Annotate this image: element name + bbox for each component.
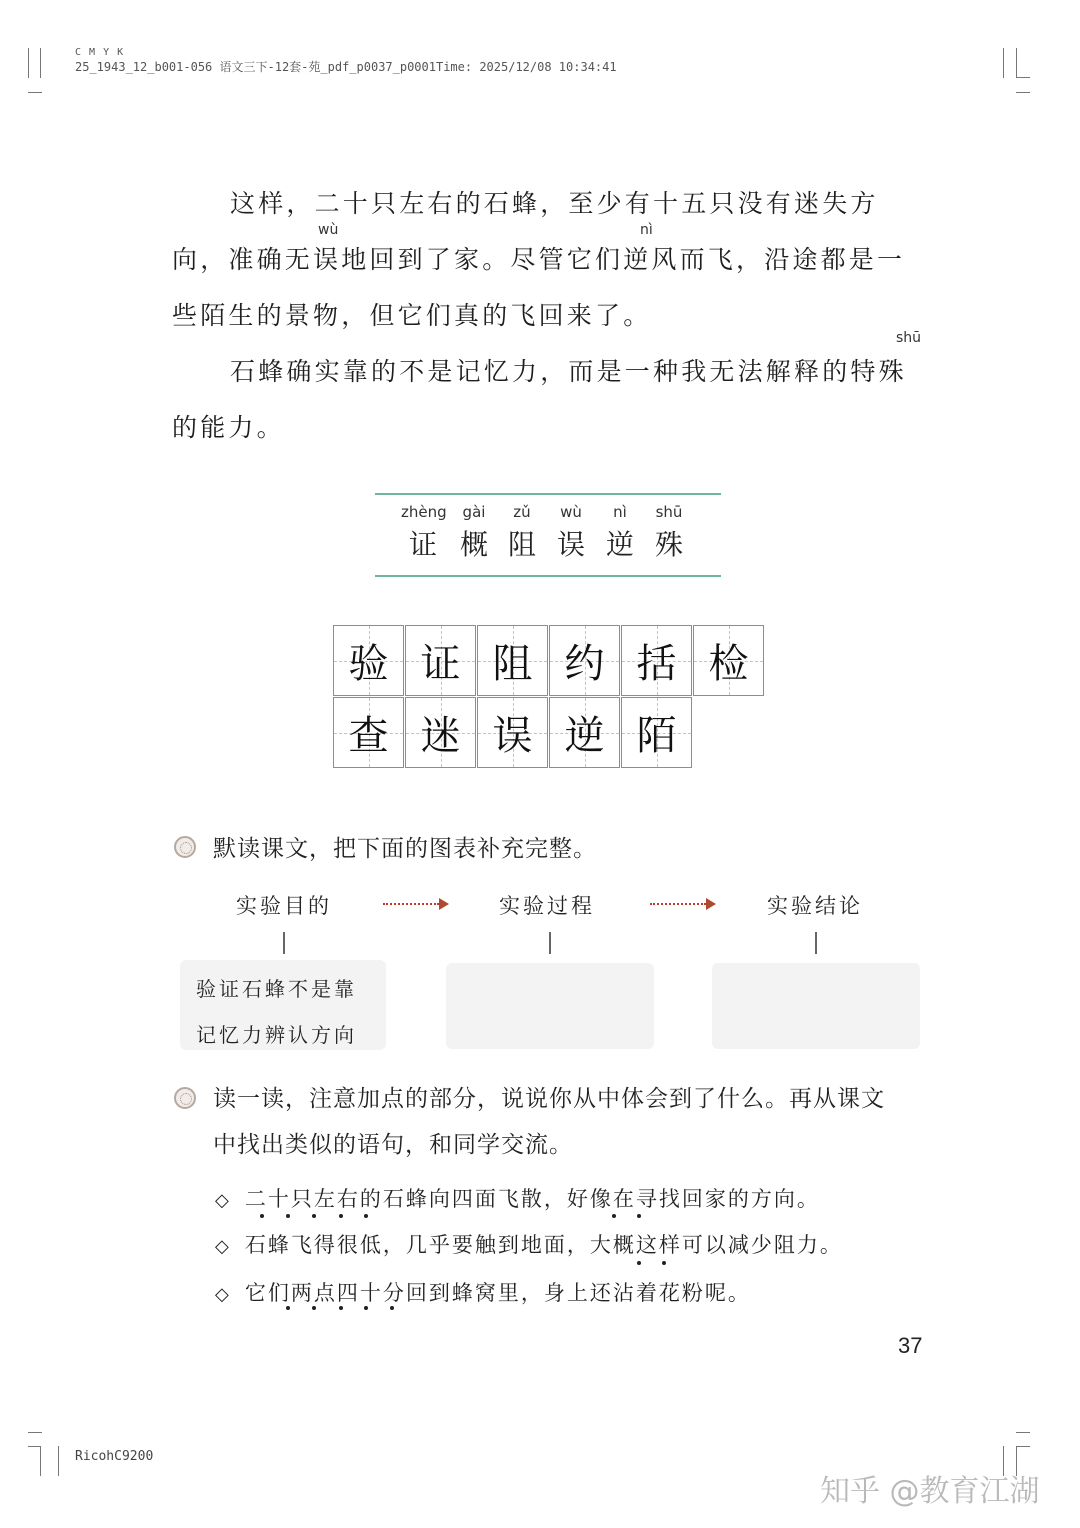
crop-mark (58, 1446, 59, 1476)
flow-box-process-blank[interactable] (446, 963, 654, 1049)
crop-mark (40, 1446, 41, 1476)
emphasis-dot (364, 1214, 368, 1218)
crop-mark (28, 1446, 40, 1447)
emphasis-dot (364, 1306, 368, 1310)
crop-mark (40, 48, 41, 78)
flow-arrow-icon (383, 898, 449, 910)
vocab-pinyin: zhèng (401, 503, 447, 521)
vocab-char: 证 (408, 528, 437, 561)
purpose-text-line-1: 验证石蜂不是靠 (196, 977, 357, 1001)
printer-label: RicohC9200 (75, 1449, 154, 1464)
exercise1-prompt: 默读课文，把下面的图表补充完整。 (213, 836, 597, 862)
passage-line-2: 向，准确无误地回到了家。尽管它们逆风而飞，沿途都是一 (172, 245, 906, 274)
exercise2-prompt-line-2: 中找出类似的语句，和同学交流。 (213, 1132, 573, 1158)
exercise-badge-icon (174, 1087, 196, 1109)
vocab-pinyin: shū (655, 503, 683, 521)
crop-mark (28, 1432, 42, 1433)
vocab-box (375, 493, 721, 577)
emphasis-dot (339, 1214, 343, 1218)
diamond-bullet-icon: ◇ (215, 1236, 231, 1257)
grid-char: 查 (348, 713, 389, 759)
sentence-text: 二十只左右的石蜂向四面飞散，好像在寻找回家的方向。 (244, 1187, 820, 1211)
passage-line-5: 的能力。 (172, 413, 285, 442)
grid-cell (549, 625, 620, 696)
crop-mark (28, 48, 29, 78)
vocab-item (598, 503, 642, 563)
vocab-pinyin: wù (560, 503, 582, 521)
grid-cell (621, 697, 692, 768)
grid-cell (405, 697, 476, 768)
vocab-pinyin: nì (613, 503, 627, 521)
emphasis-dot (662, 1261, 666, 1265)
emphasis-dot (312, 1306, 316, 1310)
connector-line (283, 932, 285, 954)
grid-cell (333, 625, 404, 696)
grid-char: 阻 (492, 641, 533, 687)
flow-box-purpose (180, 960, 386, 1050)
ruby-shu: shū (896, 330, 922, 346)
crop-mark (1003, 48, 1004, 78)
crop-mark (28, 92, 42, 93)
vocab-char: 逆 (605, 528, 634, 561)
sentence-text: 石蜂飞得很低，几乎要触到地面，大概这样可以减少阻力。 (244, 1233, 843, 1257)
emphasis-dot (339, 1306, 343, 1310)
vocab-item (549, 503, 593, 563)
grid-char: 逆 (564, 713, 605, 759)
flow-box-conclusion-blank[interactable] (712, 963, 920, 1049)
grid-cell (477, 697, 548, 768)
grid-char: 检 (708, 641, 749, 687)
crop-mark (1016, 92, 1030, 93)
example-sentence-1 (215, 1183, 820, 1213)
diamond-bullet-icon: ◇ (215, 1284, 231, 1305)
vocab-item (401, 503, 445, 563)
cmyk-marks: C M Y K (75, 47, 125, 58)
file-info: 25_1943_12_b001-056 语文三下-12套-苑_pdf_p0037_p0001Time: 2025/12/08 10:34:41 (75, 60, 617, 74)
crop-mark (1016, 1446, 1030, 1447)
vocab-char: 概 (459, 528, 488, 561)
grid-cell (333, 697, 404, 768)
emphasis-dot (390, 1306, 394, 1310)
emphasis-dot (637, 1261, 641, 1265)
grid-char: 括 (636, 641, 677, 687)
grid-cell (477, 625, 548, 696)
flow-label-purpose: 实验目的 (236, 894, 332, 918)
grid-cell (405, 625, 476, 696)
grid-cell (693, 625, 764, 696)
connector-line (815, 932, 817, 954)
grid-char: 迷 (420, 713, 461, 759)
flow-arrow-icon (650, 898, 716, 910)
emphasis-dot (286, 1214, 290, 1218)
ruby-ni: nì (640, 222, 653, 238)
emphasis-dot (312, 1214, 316, 1218)
grid-char: 证 (420, 641, 461, 687)
emphasis-dot (612, 1214, 616, 1218)
sentence-text: 它们两点四十分回到蜂窝里，身上还沾着花粉呢。 (244, 1281, 751, 1305)
vocab-char: 阻 (507, 528, 536, 561)
grid-char: 验 (348, 641, 389, 687)
exercise2-prompt-line-1: 读一读，注意加点的部分，说说你从中体会到了什么。再从课文 (213, 1086, 885, 1112)
vocab-pinyin: gài (462, 503, 486, 521)
print-metadata-header (75, 46, 617, 74)
flow-label-conclusion: 实验结论 (767, 894, 863, 918)
diamond-bullet-icon: ◇ (215, 1190, 231, 1211)
example-sentence-2 (215, 1229, 843, 1259)
vocab-item (500, 503, 544, 563)
grid-char: 陌 (636, 713, 677, 759)
passage-line-4: 石蜂确实靠的不是记忆力，而是一种我无法解释的特殊 (230, 357, 907, 386)
ruby-wu: wù (318, 222, 339, 238)
grid-char: 误 (492, 713, 533, 759)
page-number: 37 (898, 1333, 923, 1358)
vocab-item (647, 503, 691, 563)
purpose-text-line-2: 记忆力辨认方向 (196, 1023, 357, 1047)
flow-label-process: 实验过程 (499, 894, 595, 918)
crop-mark (1016, 77, 1030, 78)
emphasis-dot (260, 1214, 264, 1218)
emphasis-dot (286, 1306, 290, 1310)
crop-mark (1016, 48, 1017, 78)
example-sentence-3 (215, 1277, 751, 1307)
watermark: 知乎 @教育江湖 (820, 1474, 1040, 1509)
exercise-badge-icon (174, 836, 196, 858)
grid-char: 约 (564, 641, 605, 687)
passage-line-3: 些陌生的景物，但它们真的飞回来了。 (172, 301, 652, 330)
vocab-char: 殊 (654, 528, 683, 561)
connector-line (549, 932, 551, 954)
passage-line-1: 这样，二十只左右的石蜂，至少有十五只没有迷失方 (230, 189, 879, 218)
vocab-item (452, 503, 496, 563)
grid-cell (549, 697, 620, 768)
emphasis-dot (637, 1214, 641, 1218)
vocab-char: 误 (556, 528, 585, 561)
grid-cell (621, 625, 692, 696)
crop-mark (1016, 1432, 1030, 1433)
vocab-pinyin: zǔ (513, 503, 531, 521)
